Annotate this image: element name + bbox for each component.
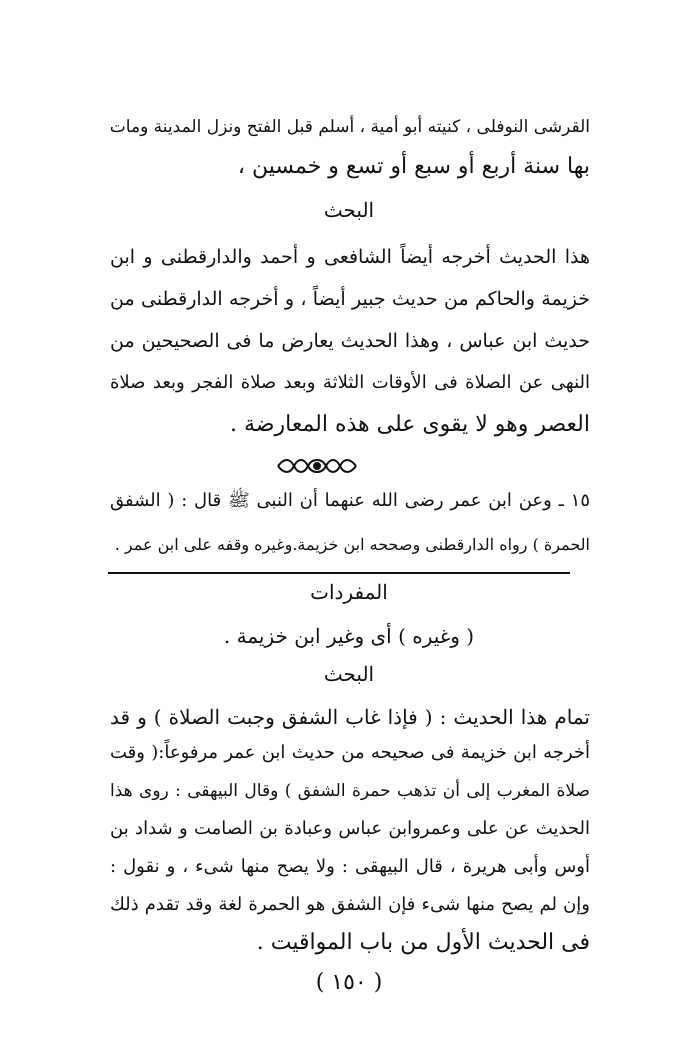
separator-rule [108, 572, 570, 574]
text-line: تمام هذا الحديث : ( فإذا غاب الشفق وجبت الصلاة ) و قد [110, 705, 590, 729]
text-line: بها سنة أربع أو سبع أو تسع و خمسين ، [237, 154, 590, 179]
hadith-line: ١٥ ـ وعن ابن عمر رضى الله عنهما أن النبى ﷺ قال : ( الشفق [110, 490, 590, 511]
text-line: حديث ابن عباس ، وهذا الحديث يعارض ما فى الصحيحين من [110, 330, 590, 352]
text-line: أخرجه ابن خزيمة فى صحيحه من حديث ابن عمر مرفوعاً:( وقت [110, 742, 590, 763]
text-line: النهى عن الصلاة فى الأوقات الثلاثة وبعد صلاة الفجر وبعد صلاة [110, 372, 590, 393]
section-heading: البحث [323, 662, 375, 686]
section-heading: المفردات [310, 580, 388, 604]
text-line: خزيمة والحاكم من حديث جبير أيضاً ، و أخرجه الدارقطنى من [110, 288, 590, 310]
text-line: القرشى النوفلى ، كنيته أبو أمية ، أسلم قبل الفتح ونزل المدينة ومات [109, 117, 590, 137]
section-heading: البحث [323, 198, 375, 222]
text-line: هذا الحديث أخرجه أيضاً الشافعى و أحمد والدارقطنى و ابن [110, 246, 590, 268]
ornament-divider-icon [274, 455, 360, 477]
hadith-line: الحمرة ) رواه الدارقطنى وصححه ابن خزيمة.وغيره وقفه على ابن عمر . [114, 535, 590, 554]
text-line: صلاة المغرب إلى أن تذهب حمرة الشفق ) وقال البيهقى : روى هذا [110, 781, 590, 801]
text-line: وإن لم يصح منها شىء فإن الشفق هو الحمرة لغة وقد تقدم ذلك [110, 894, 590, 915]
text-line: أوس وأبى هريرة ، قال البيهقى : ولا يصح منها شىء ، و نقول : [110, 856, 590, 877]
text-line: فى الحديث الأول من باب المواقيت . [256, 930, 590, 955]
page-number: ( ١٥٠ ) [315, 970, 383, 995]
text-line: الحديث عن على وعمروابن عباس وعبادة بن الصامت و شداد بن [110, 818, 590, 839]
text-line: العصر وهو لا يقوى على هذه المعارضة . [230, 412, 590, 437]
vocab-entry: ( وغيره ) أى وغير ابن خزيمة . [223, 624, 475, 648]
